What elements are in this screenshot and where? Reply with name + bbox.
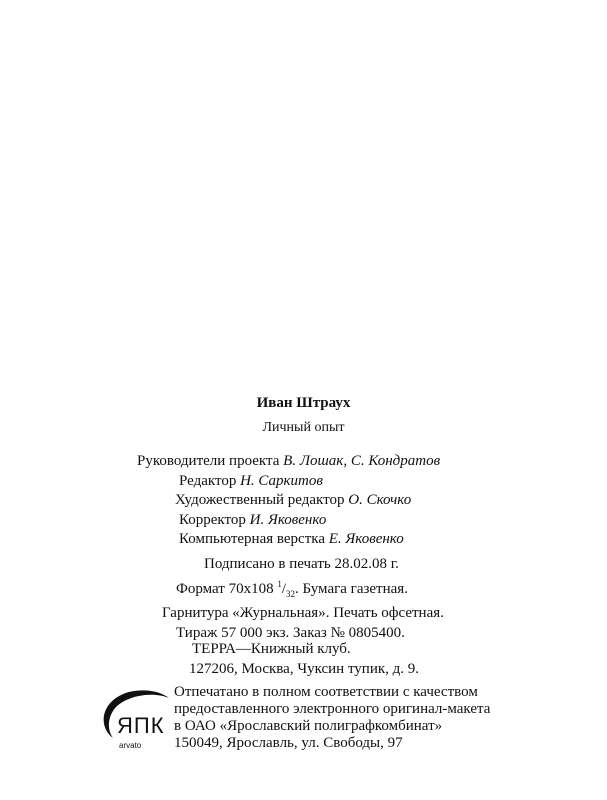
credits-block (137, 452, 440, 550)
book-title: Личный опыт (262, 420, 345, 435)
credit-line: Художественный редактор О. Скочко (175, 492, 412, 508)
printer-line: в ОАО «Ярославский полиграфкомбинат» (174, 718, 443, 734)
signed-line: Подписано в печать 28.02.08 г. (204, 556, 399, 572)
printer-line: 150049, Ярославль, ул. Свободы, 97 (174, 735, 403, 751)
credit-line: Редактор Н. Саркитов (179, 472, 323, 489)
printer-block (174, 684, 490, 752)
publisher-address: 127206, Москва, Чуксин тупик, д. 9. (189, 660, 420, 677)
circulation-line: Тираж 57 000 экз. Заказ № 0805400. (176, 624, 405, 641)
logo-sub: arvato (119, 741, 142, 750)
printer-logo (95, 686, 175, 756)
print-info-block (162, 555, 444, 643)
printer-line: Отпечатано в полном соответствии с качеством (174, 684, 478, 700)
credit-line: Компьютерная верстка Е. Яковенко (179, 531, 404, 547)
author-name: Иван Штраух (256, 395, 351, 411)
publisher-block (189, 640, 419, 679)
logo-text: ЯПК (117, 713, 165, 738)
credit-line: Руководители проекта В. Лошак, С. Кондратов (137, 453, 441, 469)
publisher-name: ТЕРРА—Книжный клуб. (192, 641, 351, 657)
credit-line: Корректор И. Яковенко (179, 511, 327, 528)
ypk-logo-icon (95, 686, 175, 756)
typeface-line: Гарнитура «Журнальная». Печать офсетная. (162, 605, 444, 621)
printer-line: предоставленного электронного оригинал-макета (174, 701, 491, 717)
format-line: Формат 70x108 $^1/_{32}$. Бумага газетная. (176, 578, 408, 599)
